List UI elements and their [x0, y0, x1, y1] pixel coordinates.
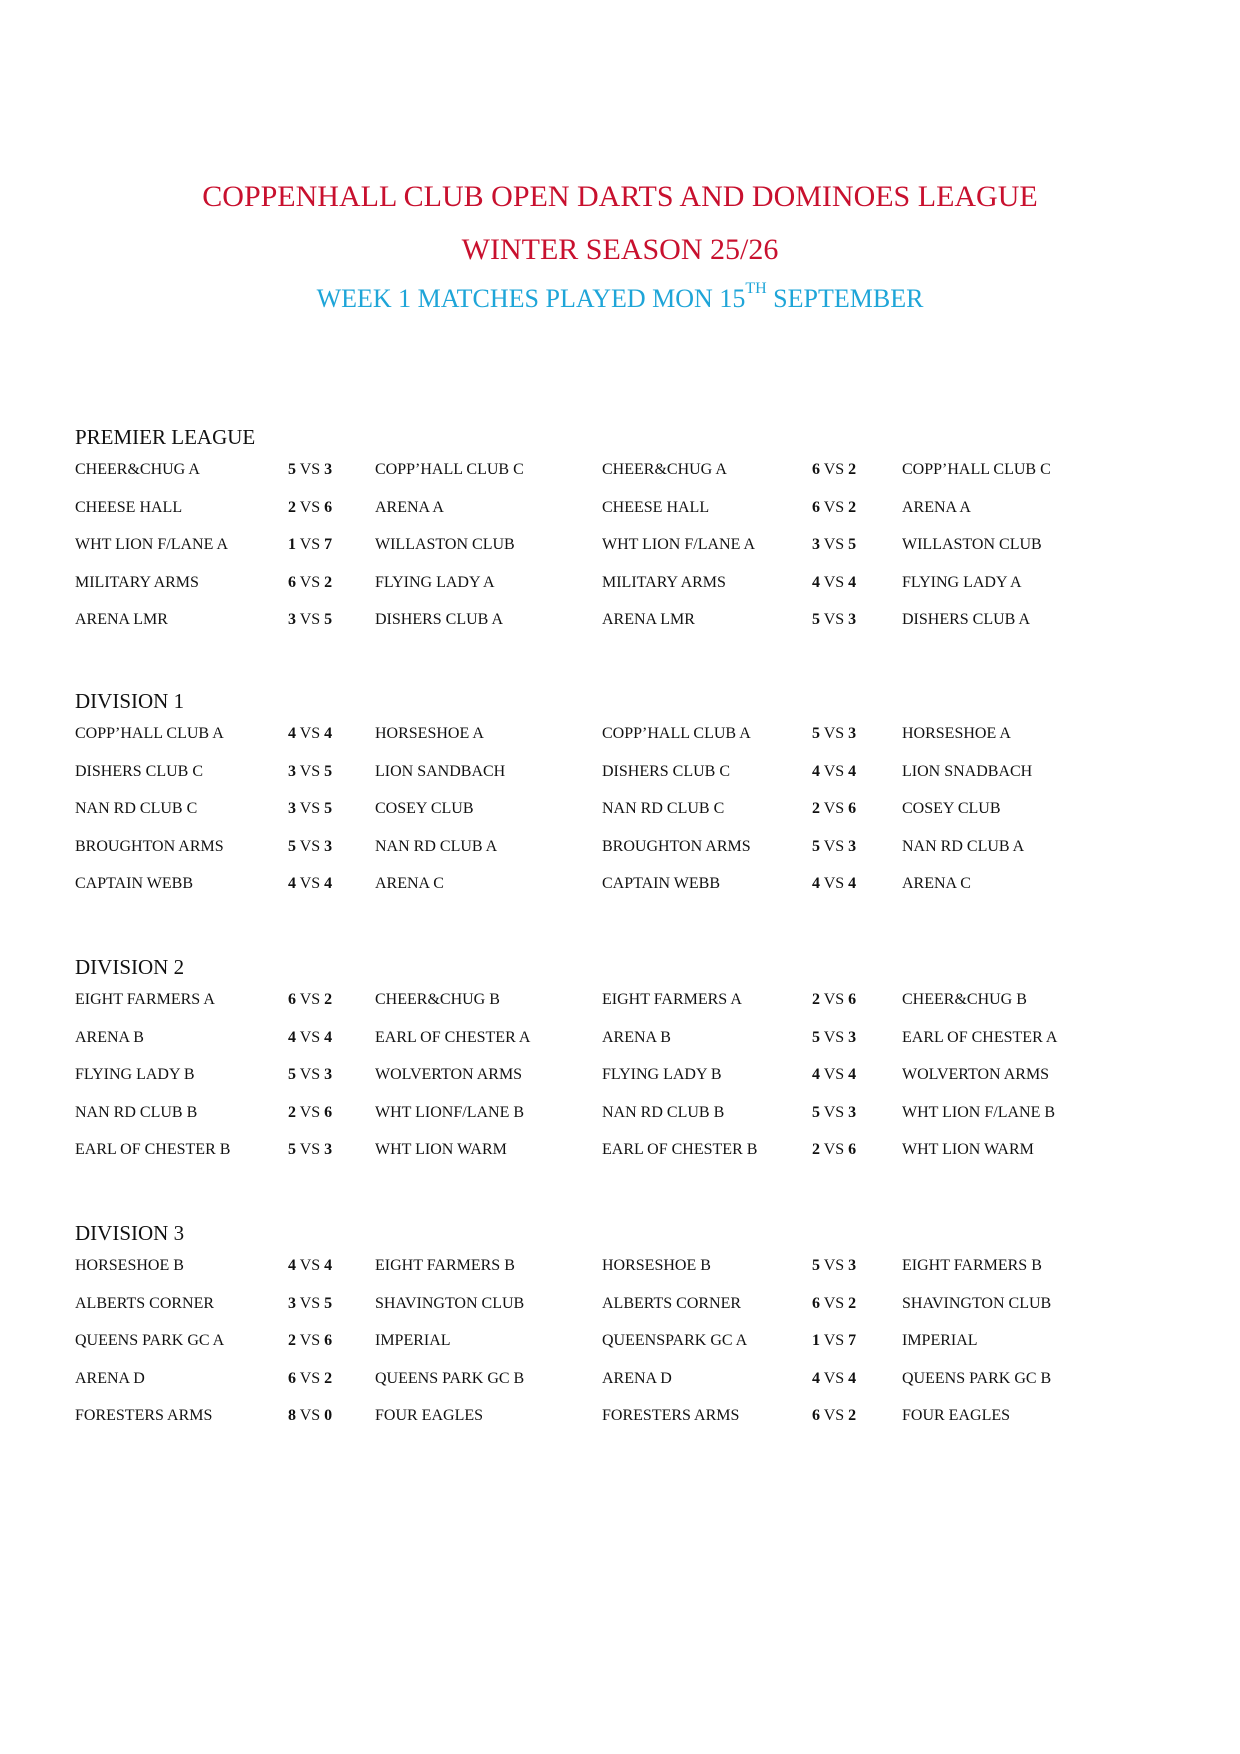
home-score: 6: [812, 1407, 820, 1424]
home-score: 5: [288, 461, 296, 478]
darts-score: [288, 762, 332, 782]
home-score: 5: [812, 1103, 820, 1121]
away-score: 5: [324, 611, 333, 628]
match-list: [75, 724, 1195, 912]
away-score: 2: [848, 461, 857, 478]
away-score: 6: [848, 1141, 857, 1158]
match-row: [75, 535, 1195, 573]
week-title: [0, 280, 1240, 314]
dominoes-away-team: IMPERIAL: [902, 1332, 978, 1349]
dominoes-score: [812, 1065, 856, 1085]
dominoes-away-team: NAN RD CLUB A: [902, 837, 1025, 855]
darts-score: [288, 1065, 332, 1085]
dominoes-score: [812, 724, 856, 744]
league-section: [75, 686, 1195, 912]
section-title: DIVISION 3: [75, 1221, 185, 1245]
vs-label: VS: [823, 498, 845, 516]
home-score: 5: [288, 1066, 296, 1083]
league-title: COPPENHALL CLUB OPEN DARTS AND DOMINOES LEAGUE: [202, 180, 1038, 213]
darts-away-team: DISHERS CLUB A: [375, 611, 504, 628]
dominoes-away-team: SHAVINGTON CLUB: [902, 1294, 1052, 1312]
home-score: 3: [812, 536, 820, 553]
match-row: [75, 1140, 1195, 1178]
darts-home-team: DISHERS CLUB C: [75, 762, 204, 780]
match-row: [75, 573, 1195, 611]
dominoes-away-team: EIGHT FARMERS B: [902, 1257, 1042, 1274]
away-score: 7: [324, 536, 333, 553]
dominoes-home-team: CHEESE HALL: [602, 498, 710, 516]
dominoes-away-team: CHEER&CHUG B: [902, 991, 1027, 1008]
dominoes-away-team: WILLASTON CLUB: [902, 536, 1042, 553]
match-list: [75, 460, 1195, 648]
away-score: 3: [848, 1103, 857, 1121]
vs-label: VS: [299, 1294, 321, 1312]
away-score: 3: [848, 1257, 857, 1274]
away-score: 3: [324, 1066, 333, 1083]
vs-label: VS: [823, 1066, 845, 1083]
home-score: 6: [288, 1369, 296, 1387]
darts-score: [288, 874, 332, 894]
darts-score: [288, 799, 332, 819]
vs-label: VS: [823, 1332, 845, 1349]
away-score: 5: [324, 800, 333, 817]
dominoes-score: [812, 535, 856, 555]
vs-label: VS: [299, 1028, 321, 1046]
darts-home-team: MILITARY ARMS: [75, 573, 199, 591]
match-row: [75, 762, 1195, 800]
dominoes-score: [812, 460, 856, 480]
match-row: [75, 799, 1195, 837]
away-score: 3: [324, 1141, 333, 1158]
darts-home-team: CHEER&CHUG A: [75, 461, 200, 478]
home-score: 5: [812, 1028, 820, 1046]
away-score: 3: [324, 461, 333, 478]
darts-away-team: QUEENS PARK GC B: [375, 1369, 525, 1387]
away-score: 4: [324, 1257, 333, 1274]
dominoes-home-team: ARENA LMR: [602, 611, 695, 628]
match-row: [75, 874, 1195, 912]
dominoes-home-team: EIGHT FARMERS A: [602, 991, 742, 1008]
darts-score: [288, 1406, 332, 1426]
home-score: 5: [812, 837, 820, 855]
vs-label: VS: [823, 1103, 845, 1121]
dominoes-score: [812, 1369, 856, 1389]
away-score: 6: [848, 991, 857, 1008]
match-row: [75, 990, 1195, 1028]
darts-away-team: EIGHT FARMERS B: [375, 1257, 515, 1274]
darts-home-team: ARENA B: [75, 1028, 144, 1046]
darts-away-team: ARENA A: [375, 498, 444, 516]
darts-home-team: FLYING LADY B: [75, 1066, 195, 1083]
darts-score: [288, 535, 332, 555]
darts-score: [288, 610, 332, 630]
vs-label: VS: [823, 1369, 845, 1387]
dominoes-home-team: FORESTERS ARMS: [602, 1407, 740, 1424]
away-score: 4: [324, 725, 333, 742]
away-score: 3: [848, 1028, 857, 1046]
darts-score: [288, 1103, 332, 1123]
match-row: [75, 724, 1195, 762]
away-score: 5: [324, 1294, 333, 1312]
vs-label: VS: [823, 1294, 845, 1312]
match-row: [75, 1103, 1195, 1141]
darts-away-team: EARL OF CHESTER A: [375, 1028, 531, 1046]
away-score: 3: [848, 611, 857, 628]
section-title: DIVISION 1: [75, 689, 185, 713]
vs-label: VS: [823, 611, 845, 628]
home-score: 4: [288, 725, 296, 742]
league-section: [75, 1218, 1195, 1444]
dominoes-home-team: FLYING LADY B: [602, 1066, 722, 1083]
away-score: 4: [324, 1028, 333, 1046]
dominoes-home-team: DISHERS CLUB C: [602, 762, 731, 780]
dominoes-away-team: EARL OF CHESTER A: [902, 1028, 1058, 1046]
darts-score: [288, 837, 332, 857]
vs-label: VS: [299, 1407, 321, 1424]
section-title: PREMIER LEAGUE: [75, 425, 256, 449]
vs-label: VS: [823, 991, 845, 1008]
dominoes-home-team: ARENA D: [602, 1369, 672, 1387]
away-score: 5: [324, 762, 333, 780]
darts-home-team: QUEENS PARK GC A: [75, 1332, 225, 1349]
darts-home-team: CHEESE HALL: [75, 498, 183, 516]
match-row: [75, 1256, 1195, 1294]
vs-label: VS: [823, 536, 845, 553]
dominoes-score: [812, 610, 856, 630]
dominoes-away-team: ARENA C: [902, 875, 971, 892]
dominoes-home-team: CHEER&CHUG A: [602, 461, 727, 478]
home-score: 8: [288, 1407, 296, 1424]
home-score: 3: [288, 762, 296, 780]
league-section: [75, 952, 1195, 1178]
dominoes-away-team: COSEY CLUB: [902, 800, 1001, 817]
home-score: 1: [288, 536, 296, 553]
away-score: 6: [324, 498, 333, 516]
darts-home-team: EARL OF CHESTER B: [75, 1141, 231, 1158]
dominoes-away-team: COPP’HALL CLUB C: [902, 461, 1051, 478]
match-row: [75, 498, 1195, 536]
home-score: 5: [288, 837, 296, 855]
league-section: [75, 422, 1195, 648]
vs-label: VS: [823, 837, 845, 855]
dominoes-home-team: QUEENSPARK GC A: [602, 1332, 748, 1349]
match-row: [75, 1331, 1195, 1369]
dominoes-score: [812, 1103, 856, 1123]
away-score: 6: [324, 1103, 333, 1121]
dominoes-away-team: FOUR EAGLES: [902, 1407, 1011, 1424]
dominoes-home-team: ARENA B: [602, 1028, 671, 1046]
home-score: 5: [812, 1257, 820, 1274]
dominoes-score: [812, 874, 856, 894]
dominoes-away-team: DISHERS CLUB A: [902, 611, 1031, 628]
away-score: 2: [324, 991, 333, 1008]
dominoes-home-team: MILITARY ARMS: [602, 573, 726, 591]
dominoes-score: [812, 762, 856, 782]
away-score: 4: [848, 1369, 857, 1387]
vs-label: VS: [823, 1257, 845, 1274]
home-score: 5: [812, 725, 820, 742]
away-score: 3: [324, 837, 333, 855]
dominoes-score: [812, 498, 856, 518]
week-title-ordinal: TH: [745, 280, 767, 298]
away-score: 2: [324, 1369, 333, 1387]
dominoes-away-team: WHT LION WARM: [902, 1141, 1034, 1158]
vs-label: VS: [299, 837, 321, 855]
vs-label: VS: [823, 461, 845, 478]
home-score: 4: [288, 1257, 296, 1274]
dominoes-away-team: QUEENS PARK GC B: [902, 1369, 1052, 1387]
home-score: 6: [288, 573, 296, 591]
dominoes-away-team: HORSESHOE A: [902, 725, 1011, 742]
away-score: 3: [848, 837, 857, 855]
dominoes-away-team: WOLVERTON ARMS: [902, 1066, 1050, 1083]
away-score: 6: [324, 1332, 333, 1349]
vs-label: VS: [299, 536, 321, 553]
vs-label: VS: [823, 762, 845, 780]
darts-away-team: WILLASTON CLUB: [375, 536, 515, 553]
darts-home-team: HORSESHOE B: [75, 1257, 184, 1274]
dominoes-home-team: NAN RD CLUB B: [602, 1103, 725, 1121]
darts-away-team: CHEER&CHUG B: [375, 991, 500, 1008]
match-row: [75, 1369, 1195, 1407]
home-score: 4: [812, 762, 820, 780]
home-score: 4: [812, 1066, 820, 1083]
darts-score: [288, 1256, 332, 1276]
match-row: [75, 460, 1195, 498]
vs-label: VS: [299, 875, 321, 892]
vs-label: VS: [299, 1369, 321, 1387]
week-title-month: SEPTEMBER: [766, 284, 924, 313]
away-score: 0: [324, 1407, 333, 1424]
darts-away-team: HORSESHOE A: [375, 725, 484, 742]
darts-score: [288, 1140, 332, 1160]
dominoes-away-team: FLYING LADY A: [902, 573, 1022, 591]
vs-label: VS: [299, 498, 321, 516]
home-score: 4: [812, 1369, 820, 1387]
dominoes-score: [812, 990, 856, 1010]
darts-score: [288, 724, 332, 744]
vs-label: VS: [823, 1407, 845, 1424]
darts-away-team: WHT LIONF/LANE B: [375, 1103, 525, 1121]
vs-label: VS: [299, 461, 321, 478]
darts-score: [288, 1331, 332, 1351]
darts-away-team: WOLVERTON ARMS: [375, 1066, 523, 1083]
darts-home-team: FORESTERS ARMS: [75, 1407, 213, 1424]
home-score: 4: [812, 875, 820, 892]
away-score: 6: [848, 800, 857, 817]
away-score: 4: [848, 573, 857, 591]
dominoes-home-team: WHT LION F/LANE A: [602, 536, 756, 553]
vs-label: VS: [299, 1141, 321, 1158]
vs-label: VS: [299, 1103, 321, 1121]
dominoes-score: [812, 837, 856, 857]
darts-score: [288, 1294, 332, 1314]
away-score: 2: [324, 573, 333, 591]
darts-home-team: BROUGHTON ARMS: [75, 837, 224, 855]
away-score: 7: [848, 1332, 857, 1349]
vs-label: VS: [299, 611, 321, 628]
vs-label: VS: [299, 762, 321, 780]
vs-label: VS: [299, 1066, 321, 1083]
away-score: 4: [848, 875, 857, 892]
darts-home-team: CAPTAIN WEBB: [75, 875, 193, 892]
home-score: 6: [812, 461, 820, 478]
home-score: 1: [812, 1332, 820, 1349]
home-score: 5: [812, 611, 820, 628]
home-score: 4: [812, 573, 820, 591]
vs-label: VS: [823, 1028, 845, 1046]
section-title: DIVISION 2: [75, 955, 185, 979]
darts-home-team: NAN RD CLUB C: [75, 800, 198, 817]
match-list: [75, 1256, 1195, 1444]
darts-score: [288, 573, 332, 593]
dominoes-score: [812, 1256, 856, 1276]
home-score: 5: [288, 1141, 296, 1158]
dominoes-home-team: EARL OF CHESTER B: [602, 1141, 758, 1158]
darts-away-team: NAN RD CLUB A: [375, 837, 498, 855]
vs-label: VS: [823, 800, 845, 817]
dominoes-home-team: CAPTAIN WEBB: [602, 875, 720, 892]
dominoes-score: [812, 1294, 856, 1314]
away-score: 5: [848, 536, 857, 553]
darts-home-team: WHT LION F/LANE A: [75, 536, 229, 553]
dominoes-score: [812, 1028, 856, 1048]
darts-score: [288, 990, 332, 1010]
home-score: 6: [288, 991, 296, 1008]
darts-away-team: LION SANDBACH: [375, 762, 506, 780]
vs-label: VS: [299, 991, 321, 1008]
match-row: [75, 1065, 1195, 1103]
darts-away-team: FOUR EAGLES: [375, 1407, 484, 1424]
vs-label: VS: [299, 1332, 321, 1349]
home-score: 3: [288, 1294, 296, 1312]
match-row: [75, 610, 1195, 648]
home-score: 4: [288, 1028, 296, 1046]
home-score: 4: [288, 875, 296, 892]
match-list: [75, 990, 1195, 1178]
away-score: 2: [848, 1407, 857, 1424]
darts-score: [288, 1369, 332, 1389]
home-score: 6: [812, 498, 820, 516]
darts-score: [288, 498, 332, 518]
vs-label: VS: [299, 1257, 321, 1274]
dominoes-score: [812, 573, 856, 593]
season-title: WINTER SEASON 25/26: [461, 233, 779, 266]
home-score: 2: [288, 498, 296, 516]
dominoes-score: [812, 1406, 856, 1426]
darts-away-team: SHAVINGTON CLUB: [375, 1294, 525, 1312]
away-score: 4: [848, 762, 857, 780]
dominoes-away-team: LION SNADBACH: [902, 762, 1033, 780]
home-score: 6: [812, 1294, 820, 1312]
match-row: [75, 837, 1195, 875]
darts-away-team: IMPERIAL: [375, 1332, 451, 1349]
match-row: [75, 1294, 1195, 1332]
home-score: 2: [812, 991, 820, 1008]
darts-away-team: ARENA C: [375, 875, 444, 892]
home-score: 3: [288, 611, 296, 628]
dominoes-home-team: COPP’HALL CLUB A: [602, 725, 751, 742]
vs-label: VS: [823, 1141, 845, 1158]
home-score: 2: [288, 1332, 296, 1349]
vs-label: VS: [299, 725, 321, 742]
darts-score: [288, 1028, 332, 1048]
darts-home-team: ARENA LMR: [75, 611, 168, 628]
darts-home-team: ARENA D: [75, 1369, 145, 1387]
match-row: [75, 1028, 1195, 1066]
dominoes-home-team: BROUGHTON ARMS: [602, 837, 751, 855]
match-row: [75, 1406, 1195, 1444]
dominoes-home-team: NAN RD CLUB C: [602, 800, 725, 817]
darts-home-team: EIGHT FARMERS A: [75, 991, 215, 1008]
dominoes-home-team: ALBERTS CORNER: [602, 1294, 742, 1312]
dominoes-score: [812, 1140, 856, 1160]
dominoes-score: [812, 1331, 856, 1351]
vs-label: VS: [299, 800, 321, 817]
darts-home-team: NAN RD CLUB B: [75, 1103, 198, 1121]
dominoes-away-team: WHT LION F/LANE B: [902, 1103, 1056, 1121]
home-score: 2: [288, 1103, 296, 1121]
dominoes-home-team: HORSESHOE B: [602, 1257, 711, 1274]
darts-away-team: FLYING LADY A: [375, 573, 495, 591]
home-score: 3: [288, 800, 296, 817]
vs-label: VS: [299, 573, 321, 591]
away-score: 3: [848, 725, 857, 742]
home-score: 2: [812, 800, 820, 817]
away-score: 2: [848, 1294, 857, 1312]
week-title-main: WEEK 1 MATCHES PLAYED MON 15: [316, 284, 746, 313]
darts-away-team: WHT LION WARM: [375, 1141, 507, 1158]
dominoes-score: [812, 799, 856, 819]
dominoes-away-team: ARENA A: [902, 498, 971, 516]
darts-away-team: COPP’HALL CLUB C: [375, 461, 524, 478]
darts-home-team: ALBERTS CORNER: [75, 1294, 215, 1312]
away-score: 4: [324, 875, 333, 892]
vs-label: VS: [823, 725, 845, 742]
darts-score: [288, 460, 332, 480]
darts-home-team: COPP’HALL CLUB A: [75, 725, 224, 742]
darts-away-team: COSEY CLUB: [375, 800, 474, 817]
home-score: 2: [812, 1141, 820, 1158]
vs-label: VS: [823, 573, 845, 591]
vs-label: VS: [823, 875, 845, 892]
away-score: 2: [848, 498, 857, 516]
away-score: 4: [848, 1066, 857, 1083]
